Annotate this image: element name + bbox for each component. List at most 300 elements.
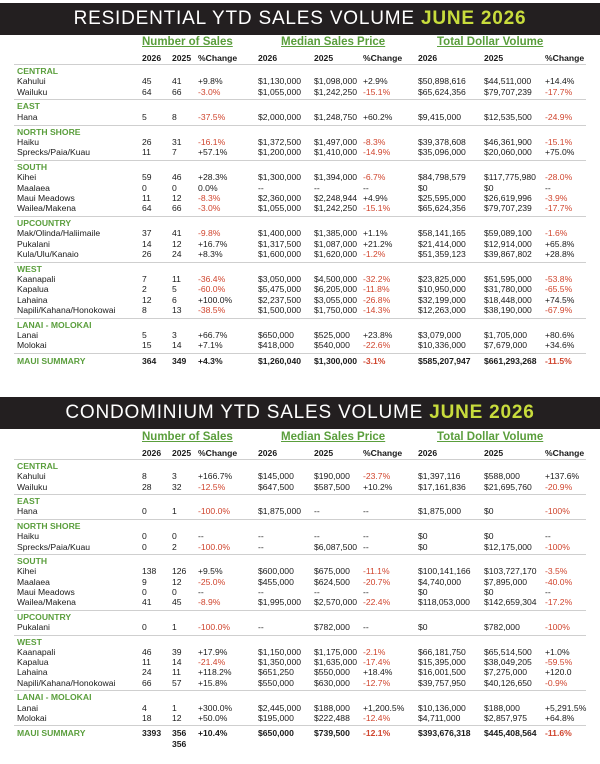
cell-value: 37 — [142, 228, 152, 239]
cell-value: $525,000 — [314, 329, 350, 340]
cell-value: $103,727,170 — [484, 566, 537, 577]
cell-value: -53.8% — [545, 273, 573, 284]
cell-value: 18 — [142, 712, 152, 723]
cell-value: +120.0 — [545, 667, 572, 678]
cell-value: -15.1% — [545, 136, 573, 147]
cell-value: -- — [314, 531, 320, 542]
divider — [14, 318, 586, 319]
cell-value: 0 — [142, 506, 147, 517]
cell-value: 66 — [142, 677, 152, 688]
cell-value: $38,049,205 — [484, 657, 532, 668]
cell-value: $79,707,239 — [484, 86, 532, 97]
area-name: Napili/Kahana/Honokowai — [17, 677, 116, 688]
residential-title: RESIDENTIAL YTD SALES VOLUME — [73, 8, 415, 29]
cell-value: $1,400,000 — [258, 228, 302, 239]
cell-value: $1,175,000 — [314, 646, 358, 657]
cell-value: -- — [545, 182, 551, 193]
area-name: Kaanapali — [17, 273, 56, 284]
summary-value: $393,676,318 — [418, 728, 471, 739]
divider — [14, 690, 586, 691]
cell-value: +64.8% — [545, 712, 575, 723]
table-row — [0, 678, 600, 689]
cell-value: -60.0% — [198, 284, 226, 295]
cell-value: $5,475,000 — [258, 284, 302, 295]
cell-value: $2,360,000 — [258, 192, 302, 203]
cell-value: -- — [363, 586, 369, 597]
cell-value: $1,750,000 — [314, 304, 358, 315]
area-name: Kahului — [17, 471, 46, 482]
cell-value: $1,620,000 — [314, 248, 358, 259]
cell-value: 32 — [172, 481, 182, 492]
cell-value: $145,000 — [258, 471, 294, 482]
divider — [14, 610, 586, 611]
cell-value: $651,250 — [258, 667, 294, 678]
cell-value: 46 — [172, 172, 182, 183]
cell-value: $624,500 — [314, 576, 350, 587]
cell-value: -- — [258, 182, 264, 193]
cell-value: +18.4% — [363, 667, 393, 678]
column-header: 2025 — [172, 53, 192, 63]
cell-value: $21,695,760 — [484, 481, 532, 492]
region-label: WEST — [17, 636, 42, 647]
cell-value: -- — [363, 182, 369, 193]
cell-value: 11 — [142, 147, 151, 158]
cell-value: -32.2% — [363, 273, 391, 284]
cell-value: $1,397,116 — [418, 471, 461, 482]
cell-value: -- — [198, 531, 204, 542]
cell-value: $117,775,980 — [484, 172, 536, 183]
cell-value: $59,089,100 — [484, 228, 532, 239]
area-name: Wailea/Makena — [17, 203, 76, 214]
cell-value: +66.7% — [198, 329, 228, 340]
summary-label: MAUI SUMMARY — [17, 728, 86, 739]
cell-value: 2 — [172, 541, 177, 552]
cell-value: -- — [314, 506, 320, 517]
cell-value: $1,875,000 — [418, 506, 462, 517]
cell-value: 5 — [142, 329, 147, 340]
area-name: Wailuku — [17, 86, 48, 97]
cell-value: $10,136,000 — [418, 702, 466, 713]
cell-value: $0 — [418, 541, 428, 552]
cell-value: -- — [545, 531, 551, 542]
region-label: SOUTH — [17, 161, 48, 172]
cell-value: $4,711,000 — [418, 712, 461, 723]
cell-value: +15.8% — [198, 677, 228, 688]
region-label: CENTRAL — [17, 66, 59, 76]
cell-value: 14 — [142, 238, 152, 249]
group-header: Total Dollar Volume — [437, 36, 544, 48]
region-label: NORTH SHORE — [17, 520, 81, 531]
cell-value: -17.7% — [545, 86, 573, 97]
cell-value: -- — [363, 541, 369, 552]
cell-value: $630,000 — [314, 677, 350, 688]
divider — [14, 635, 586, 636]
cell-value: $418,000 — [258, 340, 294, 351]
cell-value: $0 — [484, 531, 494, 542]
area-name: Pukalani — [17, 238, 50, 249]
area-name: Kapalua — [17, 284, 49, 295]
cell-value: 64 — [142, 86, 152, 97]
cell-value: 11 — [142, 657, 151, 668]
cell-value: $195,000 — [258, 712, 294, 723]
cell-value: $7,895,000 — [484, 576, 528, 587]
cell-value: $1,635,000 — [314, 657, 358, 668]
divider — [14, 459, 586, 460]
cell-value: 66 — [172, 86, 182, 97]
cell-value: -67.9% — [545, 304, 573, 315]
cell-value: -15.1% — [363, 203, 391, 214]
cell-value: -11.1% — [363, 566, 390, 577]
cell-value: $18,448,000 — [484, 294, 532, 305]
divider — [14, 99, 586, 100]
column-header: %Change — [198, 53, 238, 63]
cell-value: $188,000 — [484, 702, 520, 713]
cell-value: $1,200,000 — [258, 147, 302, 158]
area-name: Haiku — [17, 531, 39, 542]
cell-value: 39 — [172, 646, 182, 657]
cell-value: $79,707,239 — [484, 203, 532, 214]
region-label: EAST — [17, 496, 40, 507]
cell-value: -20.7% — [363, 576, 391, 587]
cell-value: -- — [258, 586, 264, 597]
summary-value: -11.6% — [545, 728, 572, 739]
cell-value: $650,000 — [258, 329, 294, 340]
cell-value: $58,141,165 — [418, 228, 466, 239]
column-header: %Change — [198, 448, 238, 458]
cell-value: 9 — [142, 576, 147, 587]
area-name: Lanai — [17, 329, 39, 340]
cell-value: 24 — [172, 248, 182, 259]
column-header: 2026 — [258, 53, 278, 63]
cell-value: $15,395,000 — [418, 657, 466, 668]
cell-value: $1,242,250 — [314, 203, 358, 214]
cell-value: +80.6% — [545, 329, 575, 340]
region-label: WEST — [17, 263, 42, 274]
cell-value: $1,317,500 — [258, 238, 302, 249]
area-name: Sprecks/Paia/Kuau — [17, 541, 91, 552]
cell-value: $31,780,000 — [484, 284, 532, 295]
cell-value: 26 — [142, 136, 152, 147]
divider — [14, 216, 586, 217]
cell-value: -17.2% — [545, 597, 573, 608]
condominium-banner — [0, 397, 600, 429]
cell-value: $35,096,000 — [418, 147, 466, 158]
table-row — [0, 340, 600, 351]
table-row — [0, 713, 600, 724]
divider — [14, 160, 586, 161]
cell-value: $0 — [418, 622, 428, 632]
summary-value: -3.1% — [363, 356, 386, 366]
cell-value: $4,740,000 — [418, 576, 462, 587]
group-header: Median Sales Price — [281, 431, 386, 443]
cell-value: 3 — [172, 329, 177, 340]
column-header: 2026 — [418, 53, 438, 63]
cell-value: -59.5% — [545, 657, 573, 668]
cell-value: 14 — [172, 340, 182, 351]
cell-value: $1,055,000 — [258, 203, 302, 214]
divider — [14, 262, 586, 263]
cell-value: $38,190,000 — [484, 304, 532, 315]
cell-value: -17.4% — [363, 657, 391, 668]
cell-value: -- — [545, 586, 551, 597]
cell-value: $455,000 — [258, 576, 294, 587]
cell-value: $1,372,500 — [258, 136, 302, 147]
cell-value: $7,275,000 — [484, 667, 528, 678]
table-row — [0, 597, 600, 608]
cell-value: 126 — [172, 566, 187, 577]
cell-value: 8 — [142, 304, 147, 315]
area-name: Kula/Ulu/Kanaio — [17, 248, 79, 259]
cell-value: 12 — [142, 294, 152, 305]
cell-value: 59 — [142, 172, 152, 183]
cell-value: $17,161,836 — [418, 481, 466, 492]
cell-value: 15 — [142, 340, 152, 351]
cell-value: $1,600,000 — [258, 248, 302, 259]
table-row — [0, 147, 600, 158]
cell-value: $10,950,000 — [418, 284, 466, 295]
divider — [14, 353, 586, 354]
area-name: Kihei — [17, 172, 37, 183]
cell-value: $9,415,000 — [418, 111, 462, 122]
divider — [14, 64, 586, 65]
cell-value: +65.8% — [545, 238, 575, 249]
cell-value: -0.9% — [545, 677, 568, 688]
cell-value: 11 — [172, 667, 181, 678]
cell-value: 1 — [172, 506, 177, 517]
summary-row — [0, 356, 600, 367]
cell-value: 66 — [172, 203, 182, 214]
cell-value: -16.1% — [198, 136, 226, 147]
area-name: Maalaea — [17, 576, 50, 587]
table-row — [0, 305, 600, 316]
cell-value: $550,000 — [258, 677, 294, 688]
cell-value: $1,055,000 — [258, 86, 302, 97]
column-header: %Change — [363, 448, 403, 458]
area-name: Kaanapali — [17, 646, 56, 657]
cell-value: -3.9% — [545, 192, 568, 203]
cell-value: -22.4% — [363, 597, 391, 608]
cell-value: $588,000 — [484, 471, 520, 482]
summary-value: $585,207,947 — [418, 356, 471, 366]
cell-value: $51,595,000 — [484, 273, 532, 284]
cell-value: $1,995,000 — [258, 597, 302, 608]
cell-value: 11 — [142, 192, 151, 203]
cell-value: 12 — [172, 238, 182, 249]
cell-value: 11 — [172, 273, 181, 284]
cell-value: -14.3% — [363, 304, 391, 315]
cell-value: +21.2% — [363, 238, 393, 249]
cell-value: $51,359,123 — [418, 248, 466, 259]
cell-value: 4 — [142, 702, 147, 713]
residential-banner — [0, 3, 600, 35]
cell-value: $65,624,356 — [418, 86, 466, 97]
cell-value: -8.3% — [363, 136, 386, 147]
cell-value: 8 — [172, 111, 177, 122]
cell-value: $0 — [484, 586, 494, 597]
cell-value: -14.9% — [363, 147, 391, 158]
cell-value: $12,914,000 — [484, 238, 532, 249]
cell-value: +28.3% — [198, 172, 228, 183]
cell-value: $3,055,000 — [314, 294, 358, 305]
summary-value: -12.1% — [363, 728, 391, 739]
area-name: Kahului — [17, 76, 46, 87]
cell-value: $46,361,900 — [484, 136, 532, 147]
table-row — [0, 542, 600, 553]
area-name: Maui Meadows — [17, 192, 75, 203]
cell-value: $6,087,500 — [314, 541, 358, 552]
cell-value: $1,875,000 — [258, 506, 302, 517]
area-name: Molokai — [17, 340, 47, 351]
cell-value: -36.4% — [198, 273, 226, 284]
cell-value: 0 — [142, 531, 147, 542]
cell-value: 8 — [142, 471, 147, 482]
cell-value: $2,248,944 — [314, 192, 358, 203]
cell-value: -38.5% — [198, 304, 226, 315]
group-header: Total Dollar Volume — [437, 431, 544, 443]
cell-value: +60.2% — [363, 111, 393, 122]
cell-value: $21,414,000 — [418, 238, 466, 249]
area-name: Lahaina — [17, 667, 48, 678]
cell-value: -12.4% — [363, 712, 391, 723]
cell-value: $2,857,975 — [484, 712, 528, 723]
column-header: 2026 — [418, 448, 438, 458]
cell-value: $1,394,000 — [314, 172, 358, 183]
area-name: Kihei — [17, 566, 37, 577]
cell-value: 46 — [142, 646, 152, 657]
cell-value: 12 — [172, 576, 182, 587]
cell-value: +10.2% — [363, 481, 393, 492]
cell-value: 0 — [172, 586, 177, 597]
cell-value: $2,570,000 — [314, 597, 358, 608]
cell-value: $1,248,750 — [314, 111, 358, 122]
region-label: NORTH SHORE — [17, 126, 81, 137]
cell-value: +137.6% — [545, 471, 580, 482]
region-label: EAST — [17, 101, 40, 112]
cell-value: -- — [258, 622, 264, 632]
cell-value: -100% — [545, 622, 570, 632]
cell-value: -- — [258, 541, 264, 552]
area-name: Mak/Olinda/Haliimaile — [17, 228, 101, 239]
cell-value: +1,200.5% — [363, 702, 405, 713]
cell-value: -100.0% — [198, 506, 231, 517]
cell-value: 138 — [142, 566, 157, 577]
cell-value: +17.9% — [198, 646, 228, 657]
cell-value: $0 — [484, 182, 494, 193]
cell-value: $12,175,000 — [484, 541, 532, 552]
cell-value: +23.8% — [363, 329, 393, 340]
area-name: Wailea/Makena — [17, 597, 76, 608]
cell-value: $66,181,750 — [418, 646, 466, 657]
cell-value: +9.8% — [198, 76, 223, 87]
cell-value: 2 — [142, 284, 147, 295]
cell-value: $1,130,000 — [258, 76, 302, 87]
cell-value: 0 — [142, 541, 147, 552]
cell-value: $1,087,000 — [314, 238, 358, 249]
cell-value: 45 — [142, 76, 152, 87]
cell-value: $675,000 — [314, 566, 350, 577]
summary-value: $739,500 — [314, 728, 350, 739]
cell-value: 12 — [172, 712, 182, 723]
cell-value: +74.5% — [545, 294, 575, 305]
cell-value: 5 — [142, 111, 147, 122]
cell-value: $26,619,996 — [484, 192, 532, 203]
residential-period: JUNE 2026 — [420, 8, 527, 29]
cell-value: -100.0% — [198, 541, 231, 552]
cell-value: 41 — [172, 76, 182, 87]
region-label: SOUTH — [17, 556, 48, 566]
area-name: Sprecks/Paia/Kuau — [17, 147, 91, 158]
cell-value: 28 — [142, 481, 152, 492]
cell-value: -37.5% — [198, 111, 226, 122]
cell-value: -21.4% — [198, 657, 226, 668]
summary-value: 349 — [172, 356, 187, 366]
cell-value: 1 — [172, 622, 177, 632]
column-header: 2025 — [314, 448, 334, 458]
column-header: 2026 — [258, 448, 278, 458]
cell-value: +34.6% — [545, 340, 575, 351]
cell-value: -1.2% — [363, 248, 386, 259]
region-label: LANAI - MOLOKAI — [17, 692, 92, 703]
cell-value: -6.7% — [363, 172, 386, 183]
cell-value: -- — [258, 531, 264, 542]
cell-value: $2,445,000 — [258, 702, 302, 713]
cell-value: 0 — [142, 586, 147, 597]
summary-label: MAUI SUMMARY — [17, 356, 86, 366]
cell-value: +16.7% — [198, 238, 228, 249]
cell-value: $1,150,000 — [258, 646, 302, 657]
summary-row — [0, 728, 600, 739]
cell-value: $40,126,650 — [484, 677, 532, 688]
cell-value: $16,001,500 — [418, 667, 466, 678]
group-header: Number of Sales — [142, 36, 233, 48]
cell-value: $1,497,000 — [314, 136, 358, 147]
cell-value: $2,000,000 — [258, 111, 302, 122]
cell-value: $1,350,000 — [258, 657, 302, 668]
area-name: Napili/Kahana/Honokowai — [17, 304, 116, 315]
cell-value: $188,000 — [314, 702, 350, 713]
cell-value: 12 — [172, 192, 182, 203]
cell-value: $7,679,000 — [484, 340, 528, 351]
cell-value: $100,141,166 — [418, 566, 471, 577]
cell-value: -1.6% — [545, 228, 568, 239]
cell-value: -65.5% — [545, 284, 573, 295]
cell-value: -28.0% — [545, 172, 573, 183]
table-row — [0, 249, 600, 260]
cell-value: +14.4% — [545, 76, 575, 87]
cell-value: $23,825,000 — [418, 273, 466, 284]
area-name: Haiku — [17, 136, 39, 147]
cell-value: $190,000 — [314, 471, 350, 482]
cell-value: $1,705,000 — [484, 329, 528, 340]
cell-value: $6,205,000 — [314, 284, 358, 295]
cell-value: $1,242,250 — [314, 86, 358, 97]
column-header: 2026 — [142, 53, 162, 63]
cell-value: -20.9% — [545, 481, 573, 492]
table-row — [0, 482, 600, 493]
cell-value: -- — [314, 182, 320, 193]
summary-value: 3393 — [142, 728, 162, 739]
cell-value: $1,500,000 — [258, 304, 302, 315]
cell-value: 0 — [142, 182, 147, 193]
cell-value: 1 — [172, 702, 177, 713]
cell-value: $782,000 — [484, 622, 520, 632]
cell-value: $84,798,579 — [418, 172, 466, 183]
cell-value: -3.5% — [545, 566, 568, 577]
cell-value: $39,757,950 — [418, 677, 466, 688]
region-label: UPCOUNTRY — [17, 217, 72, 228]
cell-value: -12.7% — [363, 677, 391, 688]
area-name: Hana — [17, 111, 38, 122]
